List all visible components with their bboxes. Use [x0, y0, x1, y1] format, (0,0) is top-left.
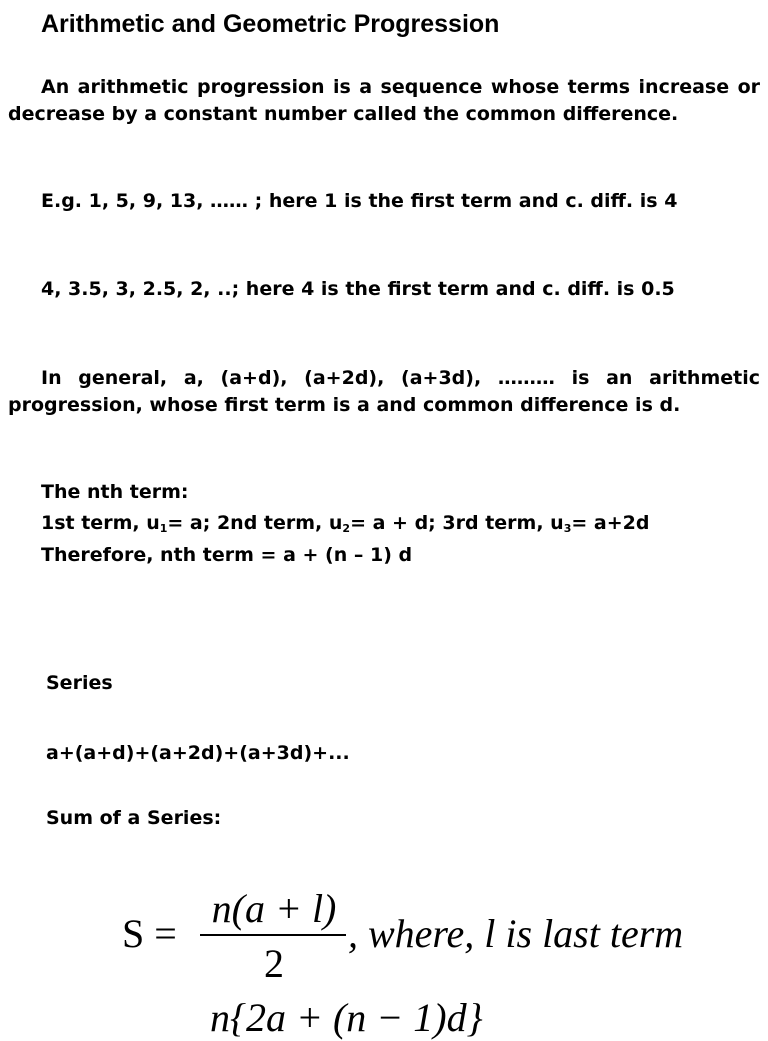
example-two: 4, 3.5, 3, 2.5, 2, ..; here 4 is the first term and c. diff. is 0.5: [41, 278, 675, 300]
term-text: 1st term, u: [41, 512, 160, 534]
formula-description: , where, l is last term: [348, 911, 684, 956]
fraction-bar: [200, 934, 346, 936]
nth-term-formula: Therefore, nth term = a + (n – 1) d: [41, 544, 413, 566]
example-one: E.g. 1, 5, 9, 13, …… ; here 1 is the first term and c. diff. is 4: [41, 190, 678, 212]
term-subscript: 3: [563, 522, 572, 535]
nth-term-terms: [41, 510, 649, 542]
general-form-paragraph: In general, a, (a+d), (a+2d), (a+3d), ……… is an arithmetic progression, whose first term is a and common difference is d.: [8, 367, 760, 416]
formula-denominator: 2: [264, 941, 284, 986]
term-subscript: 1: [159, 522, 168, 535]
sum-heading: Sum of a Series:: [46, 807, 222, 829]
term-text: = a; 2nd term, u: [167, 512, 343, 534]
sum-formula-alternate-numerator: n{2a + (n − 1)d}: [210, 995, 483, 1040]
term-text: = a + d; 3rd term, u: [350, 512, 564, 534]
term-subscript: 2: [342, 522, 351, 535]
series-expression: a+(a+d)+(a+2d)+(a+3d)+...: [46, 742, 350, 764]
term-text: = a+2d: [571, 512, 650, 534]
formula-lhs: S =: [122, 911, 177, 956]
nth-term-heading: The nth term:: [41, 481, 189, 503]
series-heading: Series: [46, 672, 113, 694]
intro-paragraph: An arithmetic progression is a sequence whose terms increase or decrease by a constant number called the common difference.: [8, 76, 760, 125]
page-title: Arithmetic and Geometric Progression: [41, 10, 500, 38]
formula-numerator: n(a + l): [211, 886, 337, 931]
